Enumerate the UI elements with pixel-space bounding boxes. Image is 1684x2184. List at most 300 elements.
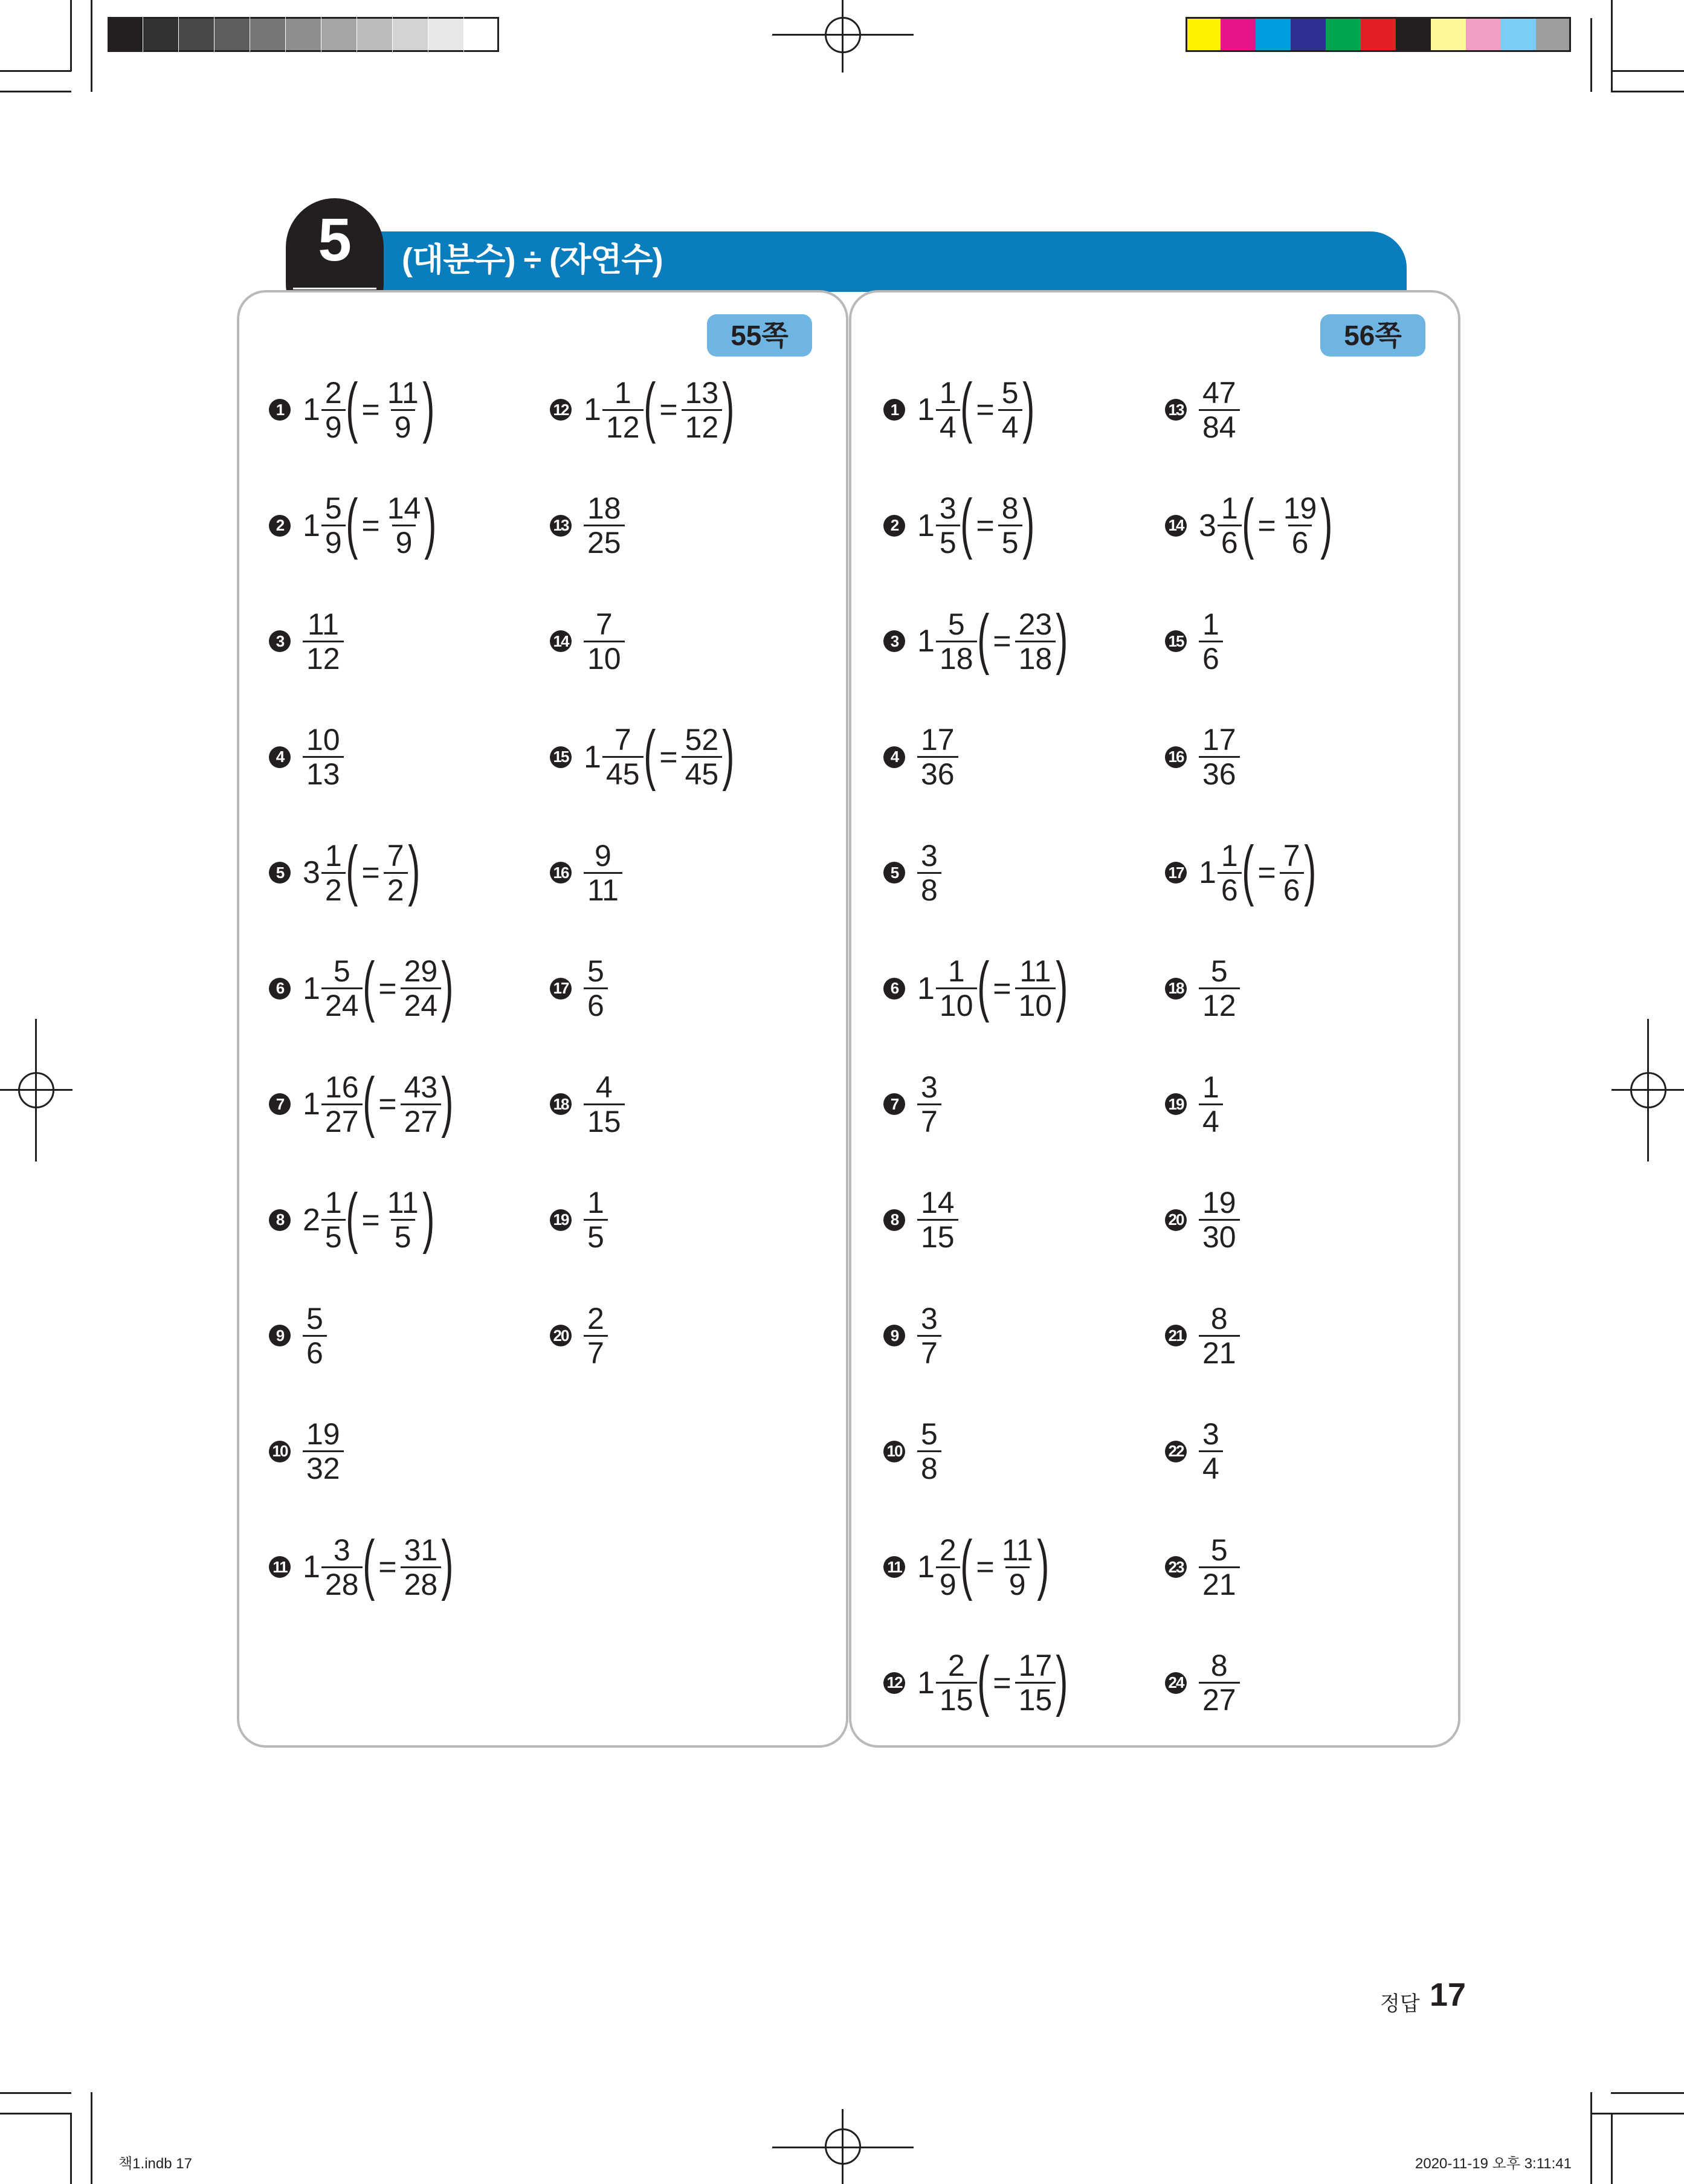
numerator: 31: [404, 1533, 438, 1567]
numerator: 11: [387, 375, 419, 410]
answer-fraction: [321, 955, 363, 1022]
answer-fraction: [584, 1302, 608, 1369]
open-paren: (: [345, 833, 358, 907]
denominator: 21: [1199, 1335, 1240, 1369]
equals-sign: =: [976, 1549, 995, 1585]
answer-fraction: [321, 1534, 363, 1601]
close-paren: ): [441, 1064, 454, 1139]
problem-number: 5: [269, 862, 291, 884]
color-swatch: [1501, 17, 1536, 52]
print-slug-timestamp: 2020-11-19 오후 3:11:41: [1415, 2156, 1572, 2172]
equals-sign: =: [993, 624, 1011, 659]
close-paren: ): [1056, 1643, 1068, 1717]
close-paren: ): [407, 833, 420, 907]
numerator: 3: [921, 1070, 938, 1104]
numerator: 4: [595, 1070, 613, 1104]
denominator: 2: [384, 872, 408, 906]
open-paren: (: [643, 370, 656, 444]
answer-fraction: [584, 839, 622, 906]
problem-number: 19: [1165, 1093, 1187, 1115]
answer-item: [269, 370, 435, 446]
numerator: 17: [1018, 1649, 1053, 1682]
numerator: 5: [947, 607, 965, 641]
answer-item: [550, 605, 625, 677]
gray-swatch: [393, 17, 428, 52]
improper-fraction: [384, 376, 422, 444]
answer-fraction: [1218, 492, 1242, 559]
problem-number: 10: [269, 1441, 291, 1462]
improper-fraction: [1280, 492, 1321, 559]
numerator: 2: [939, 1533, 957, 1567]
open-paren: (: [362, 1064, 375, 1139]
denominator: 30: [1199, 1219, 1240, 1253]
numerator: 1: [324, 838, 342, 873]
numerator: 1: [614, 375, 631, 410]
denominator: 24: [401, 987, 442, 1022]
problem-number: 18: [1165, 978, 1187, 1000]
numerator: 8: [1001, 491, 1019, 525]
answer-item: [1165, 1647, 1240, 1719]
numerator: 7: [1283, 838, 1300, 873]
numerator: 5: [333, 954, 350, 988]
denominator: 18: [936, 641, 977, 675]
problem-number: 7: [883, 1093, 905, 1115]
problem-number: 6: [883, 978, 905, 1000]
gray-swatch: [215, 17, 250, 52]
answer-fraction: [917, 723, 958, 790]
denominator: 10: [936, 987, 977, 1022]
equals-sign: =: [361, 508, 380, 543]
denominator: 4: [1199, 1450, 1223, 1485]
open-paren: (: [643, 717, 656, 792]
denominator: 27: [1199, 1682, 1240, 1716]
color-swatch: [1221, 17, 1256, 52]
numerator: 9: [595, 838, 611, 873]
print-slug-file: 책1.indb 17: [118, 2156, 192, 2172]
answer-fraction: [321, 1186, 346, 1253]
answer-key-label: 정답: [1380, 1992, 1420, 2015]
denominator: 12: [682, 409, 723, 444]
close-paren: ): [441, 948, 454, 1023]
problem-number: 17: [550, 978, 572, 1000]
answer-fraction: [1199, 1649, 1240, 1716]
problem-number: 8: [269, 1209, 291, 1231]
answer-item: [550, 489, 625, 562]
whole-part: 1: [917, 1665, 935, 1701]
answer-item: [883, 601, 1068, 677]
section-title: (대분수) ÷ (자연수): [402, 242, 663, 278]
improper-fraction: [384, 492, 425, 559]
equals-sign: =: [976, 508, 995, 543]
equals-sign: =: [659, 392, 678, 427]
problem-number: 20: [550, 1325, 572, 1346]
open-paren: (: [976, 601, 989, 676]
improper-fraction: [1280, 839, 1304, 906]
equals-sign: =: [361, 1202, 380, 1238]
whole-part: 1: [917, 624, 935, 659]
problem-number: 16: [550, 862, 572, 884]
gray-swatch: [250, 17, 285, 52]
denominator: 25: [584, 525, 625, 559]
color-swatch: [1326, 17, 1361, 52]
close-paren: ): [422, 370, 435, 444]
numerator: 19: [1283, 491, 1317, 525]
answer-fraction: [917, 839, 941, 906]
numerator: 3: [333, 1533, 350, 1567]
answer-item: [883, 948, 1068, 1025]
answer-fraction: [602, 723, 644, 790]
answer-item: [1165, 721, 1240, 793]
answer-fraction: [936, 608, 977, 675]
answer-fraction: [584, 955, 608, 1022]
problem-number: 24: [1165, 1672, 1187, 1694]
whole-part: 2: [303, 1202, 320, 1238]
denominator: 27: [321, 1103, 363, 1138]
numerator: 23: [1018, 607, 1053, 641]
answer-fraction: [1199, 955, 1240, 1022]
problem-number: 9: [883, 1325, 905, 1346]
denominator: 6: [1199, 641, 1223, 675]
numerator: 1: [947, 954, 965, 988]
problem-number: 23: [1165, 1556, 1187, 1578]
answer-item: [1165, 833, 1316, 909]
denominator: 4: [1199, 1103, 1223, 1138]
answer-item: [550, 952, 608, 1025]
whole-part: 1: [584, 392, 601, 427]
answer-item: [269, 1180, 435, 1256]
problem-number: 15: [550, 746, 572, 768]
answer-fraction: [303, 608, 344, 675]
gray-swatch: [143, 17, 178, 52]
numerator: 3: [939, 491, 957, 525]
denominator: 12: [303, 641, 344, 675]
answer-item: [1165, 1299, 1240, 1372]
answer-fraction: [321, 492, 346, 559]
answer-fraction: [303, 1418, 344, 1485]
numerator: 47: [1202, 375, 1236, 410]
equals-sign: =: [378, 1549, 397, 1585]
close-paren: ): [722, 717, 735, 792]
equals-sign: =: [1257, 855, 1276, 890]
open-paren: (: [362, 1527, 375, 1601]
denominator: 11: [584, 872, 622, 906]
answer-fraction: [303, 723, 344, 790]
problem-number: 8: [883, 1209, 905, 1231]
answer-fraction: [936, 1649, 977, 1716]
denominator: 24: [321, 987, 363, 1022]
answer-fraction: [1218, 839, 1242, 906]
denominator: 5: [321, 1219, 346, 1253]
answer-fraction: [936, 376, 960, 444]
answer-fraction: [936, 1534, 960, 1601]
answer-item: [550, 370, 735, 446]
problem-number: 3: [269, 630, 291, 652]
answer-item: [550, 717, 735, 793]
denominator: 18: [1015, 641, 1056, 675]
equals-sign: =: [659, 739, 678, 775]
answer-item: [883, 1184, 958, 1256]
answer-fraction: [917, 1186, 958, 1253]
close-paren: ): [722, 370, 735, 444]
denominator: 15: [936, 1682, 977, 1716]
problem-number: 5: [883, 862, 905, 884]
answer-item: [550, 1299, 608, 1372]
denominator: 15: [584, 1103, 625, 1138]
answer-item: [550, 836, 622, 909]
gray-swatch: [428, 17, 463, 52]
denominator: 45: [602, 756, 644, 790]
answer-item: [883, 485, 1034, 562]
denominator: 7: [917, 1335, 941, 1369]
equals-sign: =: [378, 1087, 397, 1122]
problem-number: 11: [269, 1556, 291, 1578]
denominator: 15: [1015, 1682, 1056, 1716]
whole-part: 3: [303, 855, 320, 890]
answer-fraction: [321, 1071, 363, 1138]
denominator: 6: [1280, 872, 1304, 906]
answer-item: [1165, 373, 1240, 446]
denominator: 6: [1288, 525, 1312, 559]
numerator: 7: [387, 838, 404, 873]
denominator: 12: [602, 409, 644, 444]
open-paren: (: [976, 948, 989, 1023]
answer-fraction: [584, 1071, 625, 1138]
numerator: 10: [306, 723, 340, 757]
improper-fraction: [401, 1071, 442, 1138]
equals-sign: =: [361, 855, 380, 890]
whole-part: 1: [1199, 855, 1216, 890]
answer-fraction: [1199, 1534, 1240, 1601]
close-paren: ): [1320, 485, 1333, 560]
equals-sign: =: [1257, 508, 1276, 543]
numerator: 16: [324, 1070, 359, 1104]
problem-number: 11: [883, 1556, 905, 1578]
equals-sign: =: [993, 1665, 1011, 1701]
denominator: 5: [998, 525, 1022, 559]
color-swatch: [1256, 17, 1291, 52]
numerator: 14: [921, 1186, 955, 1220]
close-paren: ): [422, 1180, 435, 1255]
problem-number: 3: [883, 630, 905, 652]
gray-swatch: [286, 17, 321, 52]
denominator: 21: [1199, 1566, 1240, 1601]
numerator: 1: [324, 1186, 342, 1220]
close-paren: ): [1303, 833, 1316, 907]
numerator: 1: [1202, 1070, 1219, 1104]
numerator: 14: [387, 491, 421, 525]
problem-number: 7: [269, 1093, 291, 1115]
whole-part: 1: [917, 508, 935, 543]
improper-fraction: [1015, 955, 1056, 1022]
answer-item: [1165, 1184, 1240, 1256]
answer-item: [1165, 605, 1223, 677]
numerator: 3: [1202, 1417, 1219, 1451]
problem-number: 9: [269, 1325, 291, 1346]
close-paren: ): [1056, 948, 1068, 1023]
answer-fraction: [584, 1186, 608, 1253]
gray-swatch: [464, 17, 499, 52]
denominator: 36: [917, 756, 958, 790]
problem-number: 2: [269, 515, 291, 537]
improper-fraction: [384, 839, 408, 906]
answer-fraction: [936, 492, 960, 559]
answer-fraction: [936, 955, 977, 1022]
answer-item: [269, 721, 344, 793]
answer-item: [269, 485, 437, 562]
answer-item: [1165, 1068, 1223, 1140]
answer-item: [269, 1527, 454, 1603]
improper-fraction: [384, 1186, 422, 1253]
improper-fraction: [1015, 1649, 1056, 1716]
numerator: 5: [1210, 954, 1228, 988]
whole-part: 1: [584, 739, 601, 775]
denominator: 84: [1199, 409, 1240, 444]
denominator: 7: [917, 1103, 941, 1138]
page-number: 17: [1430, 1977, 1466, 2013]
numerator: 11: [1001, 1533, 1033, 1567]
denominator: 6: [1218, 872, 1242, 906]
gray-swatch: [321, 17, 356, 52]
open-paren: (: [1241, 833, 1254, 907]
answer-fraction: [917, 1418, 941, 1485]
denominator: 9: [321, 525, 346, 559]
numerator: 5: [324, 491, 342, 525]
numerator: 52: [685, 723, 719, 757]
answer-fraction: [1199, 1071, 1223, 1138]
numerator: 17: [921, 723, 955, 757]
answer-item: [883, 1415, 941, 1488]
answer-fraction: [321, 839, 346, 906]
color-swatch: [1291, 17, 1326, 52]
answer-fraction: [1199, 608, 1223, 675]
whole-part: 1: [917, 392, 935, 427]
color-swatch: [1361, 17, 1396, 52]
problem-number: 16: [1165, 746, 1187, 768]
open-paren: (: [345, 370, 358, 444]
close-paren: ): [1056, 601, 1068, 676]
denominator: 10: [1015, 987, 1056, 1022]
color-swatch: [1186, 17, 1221, 52]
answer-item: [269, 1299, 327, 1372]
whole-part: 3: [1199, 508, 1216, 543]
problem-number: 13: [550, 515, 572, 537]
answer-item: [550, 1184, 608, 1256]
close-paren: ): [1022, 485, 1034, 560]
denominator: 45: [682, 756, 723, 790]
answer-item: [269, 605, 344, 677]
answer-item: [883, 1643, 1068, 1719]
denominator: 28: [321, 1566, 363, 1601]
answer-fraction: [584, 608, 625, 675]
denominator: 27: [401, 1103, 442, 1138]
improper-fraction: [998, 492, 1022, 559]
improper-fraction: [682, 376, 723, 444]
answer-item: [883, 1527, 1050, 1603]
improper-fraction: [682, 723, 723, 790]
problem-number: 13: [1165, 399, 1187, 421]
denominator: 9: [936, 1566, 960, 1601]
open-paren: (: [1241, 485, 1254, 560]
answer-fraction: [602, 376, 644, 444]
denominator: 10: [584, 641, 625, 675]
answer-fraction: [1199, 1186, 1240, 1253]
gray-swatch: [179, 17, 214, 52]
problem-number: 14: [1165, 515, 1187, 537]
whole-part: 1: [303, 1087, 320, 1122]
close-paren: ): [1022, 370, 1034, 444]
numerator: 11: [387, 1186, 419, 1220]
denominator: 9: [392, 525, 416, 559]
answer-item: [1165, 952, 1240, 1025]
numerator: 2: [324, 375, 342, 410]
numerator: 18: [587, 491, 621, 525]
color-swatch: [1396, 17, 1431, 52]
denominator: 15: [917, 1219, 958, 1253]
denominator: 32: [303, 1450, 344, 1485]
numerator: 7: [614, 723, 631, 757]
answer-fraction: [917, 1071, 941, 1138]
answer-fraction: [584, 492, 625, 559]
problem-number: 14: [550, 630, 572, 652]
numerator: 1: [587, 1186, 604, 1220]
denominator: 5: [936, 525, 960, 559]
problem-number: 1: [269, 399, 291, 421]
denominator: 9: [391, 409, 415, 444]
answer-fraction: [1199, 1302, 1240, 1369]
color-swatch: [1431, 17, 1466, 52]
equals-sign: =: [361, 392, 380, 427]
numerator: 5: [921, 1417, 938, 1451]
close-paren: ): [1036, 1527, 1050, 1601]
denominator: 5: [391, 1219, 415, 1253]
answer-fraction: [917, 1302, 941, 1369]
denominator: 8: [917, 872, 941, 906]
numerator: 8: [1210, 1301, 1228, 1336]
day-badge-divider: [293, 288, 376, 289]
numerator: 29: [404, 954, 438, 988]
open-paren: (: [960, 1527, 973, 1601]
numerator: 5: [587, 954, 604, 988]
open-paren: (: [976, 1643, 989, 1717]
problem-number: 19: [550, 1209, 572, 1231]
numerator: 5: [1001, 375, 1019, 410]
whole-part: 1: [303, 392, 320, 427]
denominator: 6: [1218, 525, 1242, 559]
denominator: 28: [401, 1566, 442, 1601]
improper-fraction: [1015, 608, 1056, 675]
problem-number: 4: [883, 746, 905, 768]
whole-part: 1: [303, 971, 320, 1006]
answer-fraction: [1199, 723, 1240, 790]
numerator: 13: [685, 375, 719, 410]
answer-item: [269, 833, 420, 909]
problem-number: 18: [550, 1093, 572, 1115]
answer-item: [1165, 485, 1333, 562]
problem-number: 12: [883, 1672, 905, 1694]
numerator: 19: [1202, 1186, 1236, 1220]
denominator: 9: [321, 409, 346, 444]
numerator: 11: [1019, 954, 1051, 988]
numerator: 5: [1210, 1533, 1228, 1567]
color-swatch: [1466, 17, 1501, 52]
problem-number: 15: [1165, 630, 1187, 652]
denominator: 9: [1005, 1566, 1030, 1601]
open-paren: (: [960, 370, 973, 444]
answer-item: [269, 1415, 344, 1488]
open-paren: (: [362, 948, 375, 1023]
gray-swatch: [108, 17, 143, 52]
whole-part: 1: [917, 1549, 935, 1585]
